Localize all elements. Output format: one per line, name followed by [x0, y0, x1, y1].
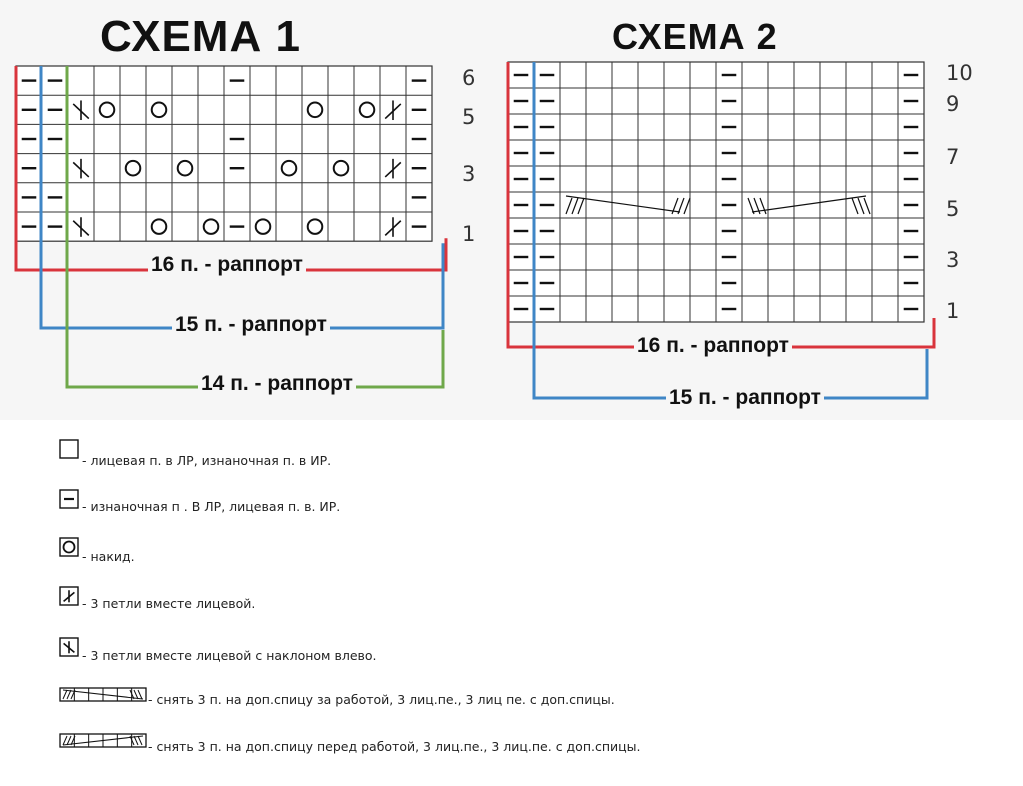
legend-k3tog-left-text: - 3 петли вместе лицевой с наклоном влево.: [82, 648, 377, 663]
scheme2-rapport-16: 16 п. - раппорт: [634, 334, 792, 358]
scheme1-row-label: 5: [462, 105, 476, 129]
scheme1-rapport-14: 14 п. - раппорт: [198, 372, 356, 396]
scheme1-row-label: 3: [462, 162, 476, 186]
scheme2-row-label: 7: [946, 145, 960, 169]
scheme2-row-label: 9: [946, 92, 960, 116]
scheme2-row-label: 5: [946, 197, 960, 221]
scheme1-rapport-15: 15 п. - раппорт: [172, 313, 330, 337]
legend-cable-front-text: - снять 3 п. на доп.спицу перед работой, 3 лиц.пе., 3 лиц.пе. с доп.спицы.: [148, 739, 641, 754]
scheme2-title: СХЕМА 2: [612, 16, 778, 57]
legend-knit-icon: [60, 440, 78, 458]
scheme2-row-label: 1: [946, 299, 960, 323]
legend-purl-text: - изнаночная п . В ЛР, лицевая п. в. ИР.: [82, 499, 341, 514]
scheme1-row-label: 1: [462, 222, 476, 246]
scheme1-row-label: 6: [462, 66, 476, 90]
scheme1-rapport-16: 16 п. - раппорт: [148, 253, 306, 277]
scheme1-title: СХЕМА 1: [100, 12, 301, 61]
legend-k3tog-text: - 3 петли вместе лицевой.: [82, 596, 256, 611]
legend-cable-back-text: - снять 3 п. на доп.спицу за работой, 3 лиц.пе., 3 лиц пе. с доп.спицы.: [148, 692, 615, 707]
legend-yarn-over-text: - накид.: [82, 549, 135, 564]
scheme2-rapport-15: 15 п. - раппорт: [666, 386, 824, 410]
scheme2-row-label: 10: [946, 61, 973, 85]
legend-knit-text: - лицевая п. в ЛР, изнаночная п. в ИР.: [82, 453, 332, 468]
scheme2-row-label: 3: [946, 248, 960, 272]
